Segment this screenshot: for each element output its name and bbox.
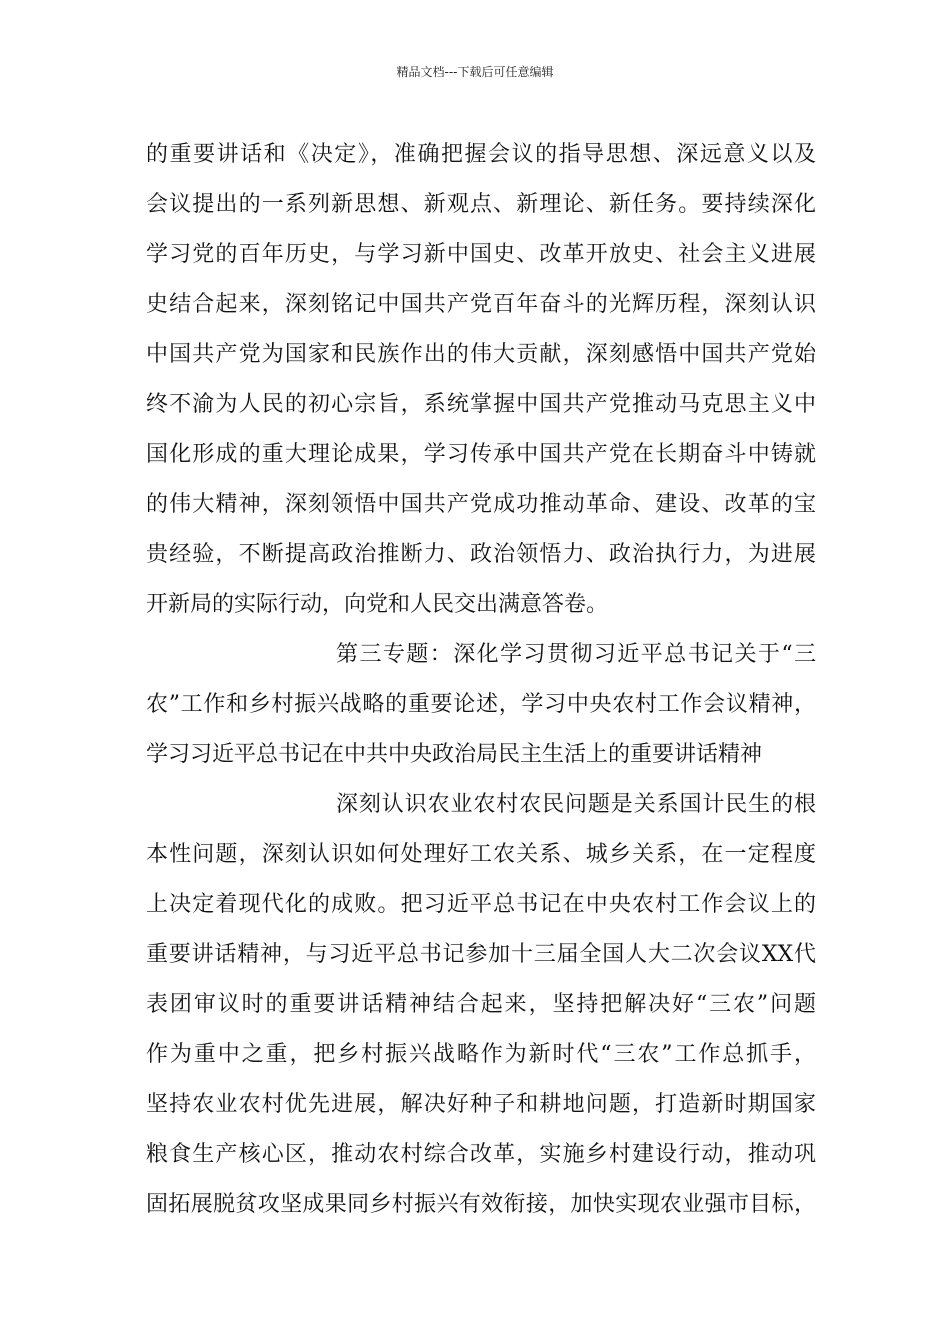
text-line: 粮食生产核心区，推动农村综合改革，实施乡村建设行动，推动巩: [146, 1142, 816, 1167]
text-line: 贵经验，不断提高政治推断力、政治领悟力、政治执行力，为进展: [146, 542, 816, 567]
page-header: 精品文档---下载后可任意编辑: [396, 65, 554, 79]
text-line: 作为重中之重，把乡村振兴战略作为新时代“三农”工作总抓手，: [146, 1042, 816, 1067]
text-line: 深刻认识农业农村农民问题是关系国计民生的根: [336, 792, 816, 817]
text-line: 史结合起来，深刻铭记中国共产党百年奋斗的光辉历程，深刻认识: [146, 292, 816, 317]
text-line: 上决定着现代化的成败。把习近平总书记在中央农村工作会议上的: [146, 892, 816, 917]
text-line: 固拓展脱贫攻坚成果同乡村振兴有效衔接，加快实现农业强市目标，: [146, 1192, 816, 1217]
text-line: 开新局的实际行动，向党和人民交出满意答卷。: [146, 592, 609, 617]
text-line: 的伟大精神，深刻领悟中国共产党成功推动革命、建设、改革的宝: [146, 492, 816, 517]
text-line: 表团审议时的重要讲话精神结合起来，坚持把解决好“三农”问题: [146, 992, 816, 1017]
section-heading-line: 第三专题：深化学习贯彻习近平总书记关于“三: [336, 642, 816, 667]
section-heading-line: 学习习近平总书记在中共中央政治局民主生活上的重要讲话精神: [146, 742, 763, 767]
text-line: 的重要讲话和《决定》，准确把握会议的指导思想、深远意义以及: [146, 142, 816, 167]
text-line: 国化形成的重大理论成果，学习传承中国共产党在长期奋斗中铸就: [146, 442, 816, 467]
text-line: 终不渝为人民的初心宗旨，系统掌握中国共产党推动马克思主义中: [146, 392, 816, 417]
text-line: 重要讲话精神，与习近平总书记参加十三届全国人大二次会议XX代: [146, 942, 816, 967]
text-line: 本性问题，深刻认识如何处理好工农关系、城乡关系，在一定程度: [146, 842, 816, 867]
text-line: 坚持农业农村优先进展，解决好种子和耕地问题，打造新时期国家: [146, 1092, 816, 1117]
text-line: 会议提出的一系列新思想、新观点、新理论、新任务。要持续深化: [146, 192, 816, 217]
section-heading-line: 农”工作和乡村振兴战略的重要论述，学习中央农村工作会议精神，: [146, 692, 816, 717]
text-line: 中国共产党为国家和民族作出的伟大贡献，深刻感悟中国共产党始: [146, 342, 816, 367]
document-body: [146, 130, 816, 1230]
text-line: 学习党的百年历史，与学习新中国史、改革开放史、社会主义进展: [146, 242, 816, 267]
